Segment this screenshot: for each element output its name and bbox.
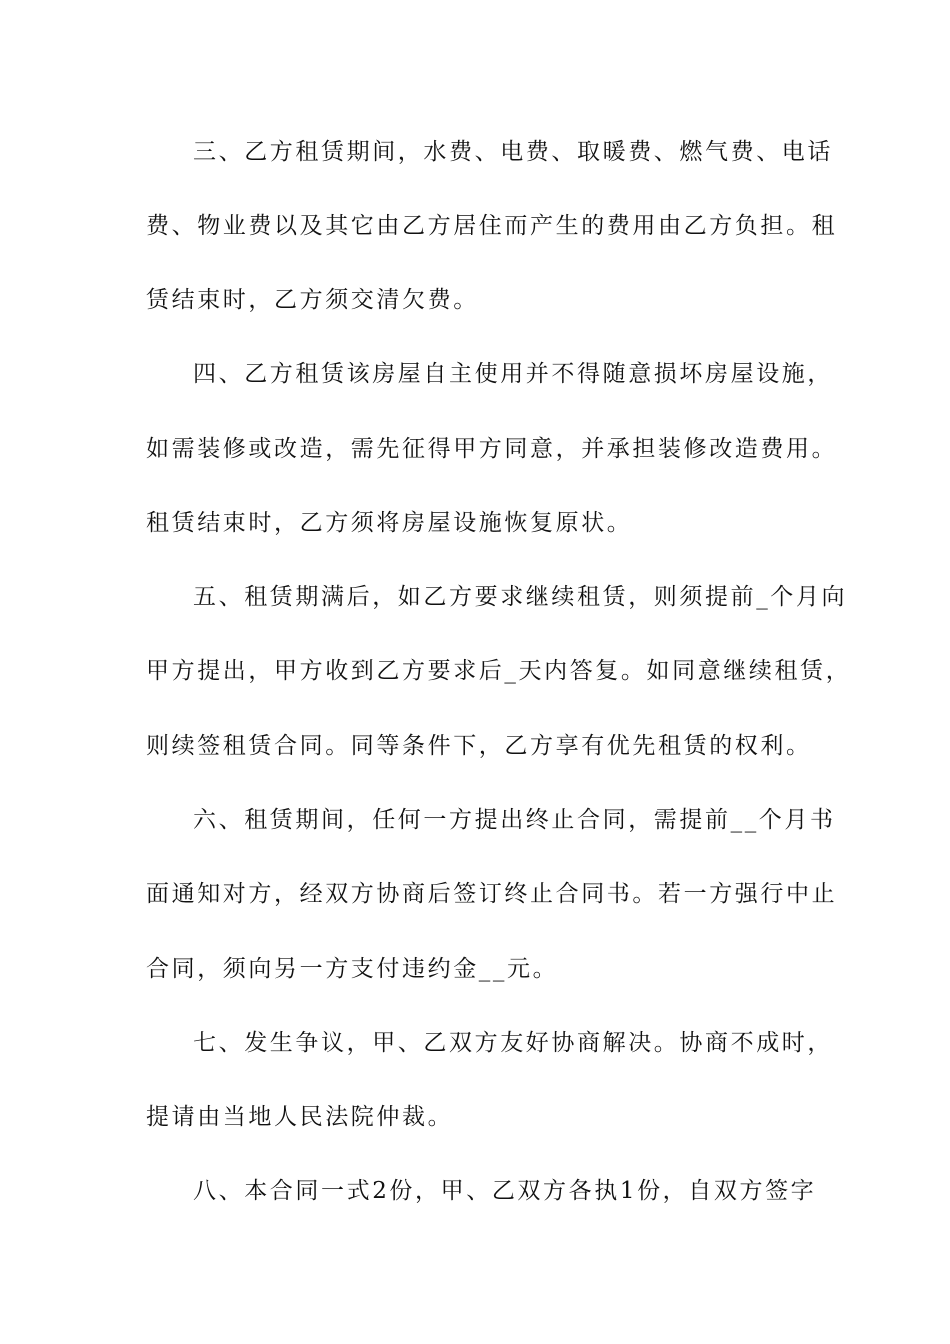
clause-4-line-3: 租赁结束时，乙方须将房屋设施恢复原状。 xyxy=(146,510,633,536)
clause-7-line-1: 七、发生争议，甲、乙双方友好协商解决。协商不成时， xyxy=(193,1030,833,1056)
clause-7-line-2: 提请由当地人民法院仲裁。 xyxy=(146,1104,454,1130)
clause-6-line-1: 六、租赁期间，任何一方提出终止合同，需提前__个月书 xyxy=(193,807,836,833)
clause-5-line-2: 甲方提出，甲方收到乙方要求后_天内答复。如同意继续租赁， xyxy=(146,658,852,684)
clause-6-line-2: 面通知对方，经双方协商后签订终止合同书。若一方强行中止 xyxy=(146,881,838,907)
clause-4-line-1: 四、乙方租赁该房屋自主使用并不得随意损坏房屋设施， xyxy=(193,361,833,387)
clause-4-line-2: 如需装修或改造，需先征得甲方同意，并承担装修改造费用。 xyxy=(146,436,838,462)
clause-3-line-2: 费、物业费以及其它由乙方居住而产生的费用由乙方负担。租 xyxy=(146,213,838,239)
clause-8-line-1: 八、本合同一式2份，甲、乙双方各执1份，自双方签字 xyxy=(193,1178,817,1204)
clause-5-line-1: 五、租赁期满后，如乙方要求继续租赁，则须提前_个月向 xyxy=(193,584,848,610)
clause-3-line-1: 三、乙方租赁期间，水费、电费、取暖费、燃气费、电话 xyxy=(193,139,833,165)
clause-3-line-3: 赁结束时，乙方须交清欠费。 xyxy=(146,287,479,313)
clause-5-line-3: 则续签租赁合同。同等条件下，乙方享有优先租赁的权利。 xyxy=(146,733,812,759)
clause-6-line-3: 合同，须向另一方支付违约金__元。 xyxy=(146,956,559,982)
